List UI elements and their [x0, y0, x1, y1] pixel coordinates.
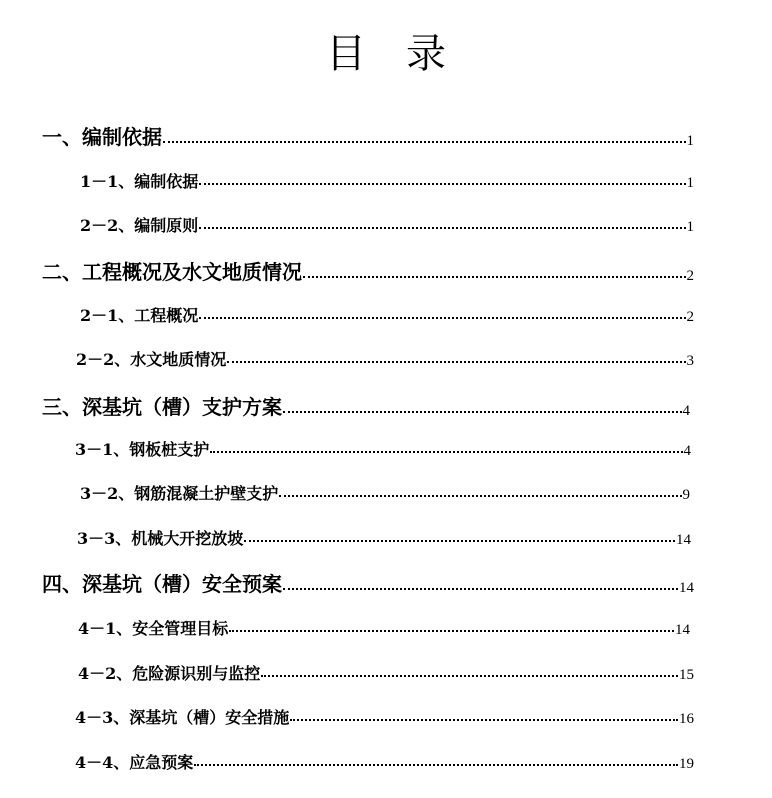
dot-leader [210, 451, 682, 453]
toc-entry-3[interactable] [42, 391, 690, 420]
dot-leader [283, 588, 678, 590]
toc-entry-page: 2 [686, 309, 694, 325]
dot-leader [279, 495, 681, 497]
toc-entry-page: 16 [679, 711, 694, 727]
dot-leader [199, 183, 685, 185]
toc-entry-label: 1－1、编制依据 [80, 172, 199, 191]
toc-entry-1[interactable] [42, 121, 694, 150]
toc-entry-label: 2－2、水文地质情况 [76, 350, 227, 369]
toc-entry-4-4[interactable] [75, 750, 694, 773]
toc-entry-label: 4－4、应急预案 [75, 753, 194, 772]
toc-entry-3-1[interactable] [75, 437, 691, 460]
toc-entry-page: 4 [683, 443, 691, 459]
toc-entry-label: 2－1、工程概况 [80, 306, 199, 325]
dot-leader [303, 276, 686, 278]
toc-entry-4[interactable] [42, 568, 694, 597]
dot-leader [229, 630, 674, 632]
toc-entry-page: 3 [686, 353, 694, 369]
toc-entry-4-3[interactable] [75, 705, 694, 728]
dot-leader [199, 317, 685, 319]
toc-entry-label: 3－2、钢筋混凝土护壁支护 [80, 484, 279, 503]
document-title: 目录 [326, 31, 486, 77]
toc-entry-page: 14 [676, 532, 691, 548]
toc-entry-3-2[interactable] [80, 481, 690, 504]
toc-entry-label: 3－1、钢板桩支护 [75, 440, 210, 459]
toc-entry-3-3[interactable] [77, 526, 691, 549]
toc-entry-page: 1 [686, 175, 694, 191]
toc-entry-4-1[interactable] [78, 616, 690, 639]
toc-entry-4-2[interactable] [78, 661, 694, 684]
toc-entry-label: 4－1、安全管理目标 [78, 619, 229, 638]
toc-entry-page: 14 [679, 580, 694, 596]
dot-leader [227, 361, 685, 363]
toc-entry-page: 15 [679, 667, 694, 683]
dot-leader [194, 764, 678, 766]
toc-entry-label: 4－3、深基坑（槽）安全措施 [75, 708, 290, 727]
toc-entry-label: 四、深基坑（槽）安全预案 [42, 572, 282, 596]
toc-entry-label: 2－2、编制原则 [80, 216, 199, 235]
toc-entry-page: 1 [686, 133, 694, 149]
toc-entry-label: 3－3、机械大开挖放坡 [77, 529, 244, 548]
dot-leader [199, 227, 685, 229]
dot-leader [290, 719, 678, 721]
toc-entry-1-1[interactable] [80, 169, 694, 192]
toc-entry-page: 9 [682, 487, 690, 503]
toc-entry-page: 4 [682, 403, 690, 419]
dot-leader [163, 141, 686, 143]
toc-entry-label: 二、工程概况及水文地质情况 [42, 260, 302, 284]
toc-entry-label: 三、深基坑（槽）支护方案 [42, 395, 282, 419]
toc-entry-page: 1 [686, 219, 694, 235]
toc-entry-2[interactable] [42, 256, 694, 285]
toc-entry-label: 4－2、危险源识别与监控 [78, 664, 261, 683]
toc-entry-page: 2 [686, 268, 694, 284]
toc-entry-2-2[interactable] [76, 347, 694, 370]
toc-entry-label: 一、编制依据 [42, 125, 162, 149]
toc-entry-2-1[interactable] [80, 303, 694, 326]
dot-leader [244, 540, 675, 542]
toc-entry-page: 14 [675, 622, 690, 638]
dot-leader [261, 675, 678, 677]
toc-entry-1-2[interactable] [80, 213, 694, 236]
dot-leader [283, 411, 682, 413]
toc-entry-page: 19 [679, 756, 694, 772]
